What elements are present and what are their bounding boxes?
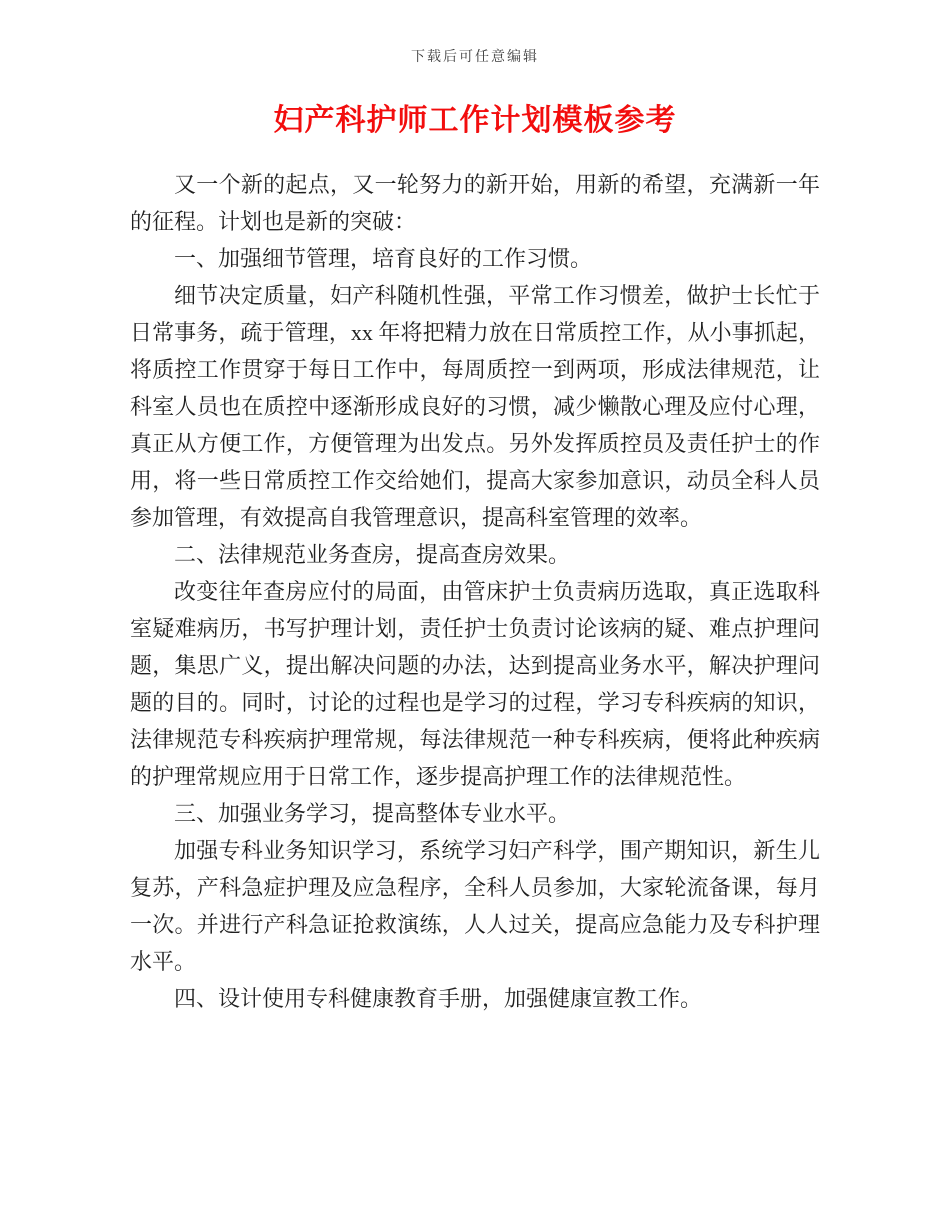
paragraph-heading-1: 一、加强细节管理，培育良好的工作习惯。 — [174, 246, 593, 271]
document-body — [0, 166, 950, 1017]
document-title: 妇产科护师工作计划模板参考 — [273, 104, 677, 137]
download-note: 下载后可任意编辑 — [411, 50, 539, 65]
paragraph-section-2-body: 改变往年查房应付的局面，由管床护士负责病历选取，真正选取科室疑难病历，书写护理计划，责任护士负责讨论该病的疑、难点护理问题，集思广义，提出解决问题的办法，达到提高业务水平，解决护理问题的目的。同时，讨论的过程也是学习的过程，学习专科疾病的知识，法律规范专科疾病护理常规，每法律规范一种专科疾病，便将此种疾病的护理常规应用于日常工作，逐步提高护理工作的法律规范性。 — [130, 579, 820, 789]
paragraph-section-3-body: 加强专科业务知识学习，系统学习妇产科学，围产期知识，新生儿复苏，产科急症护理及应急程序，全科人员参加，大家轮流备课，每月一次。并进行产科急证抢救演练，人人过关，提高应急能力及专科护理水平。 — [130, 838, 820, 974]
paragraph-heading-2: 二、法律规范业务查房，提高查房效果。 — [174, 542, 571, 567]
paragraph-heading-4: 四、设计使用专科健康教育手册，加强健康宣教工作。 — [174, 986, 703, 1011]
paragraph-intro: 又一个新的起点，又一轮努力的新开始，用新的希望，充满新一年的征程。计划也是新的突破： — [130, 172, 820, 234]
paragraph-heading-3: 三、加强业务学习，提高整体专业水平。 — [174, 801, 571, 826]
paragraph-section-1-body: 细节决定质量，妇产科随机性强，平常工作习惯差，做护士长忙于日常事务，疏于管理，xx 年将把精力放在日常质控工作，从小事抓起，将质控工作贯穿于每日工作中，每周质控一到两项，形成法律规范，让科室人员也在质控中逐渐形成良好的习惯，减少懒散心理及应付心理，真正从方便工作，方便管理为出发点。另外发挥质控员及责任护士的作用，将一些日常质控工作交给她们，提高大家参加意识，动员全科人员参加管理，有效提高自我管理意识，提高科室管理的效率。 — [130, 283, 820, 530]
